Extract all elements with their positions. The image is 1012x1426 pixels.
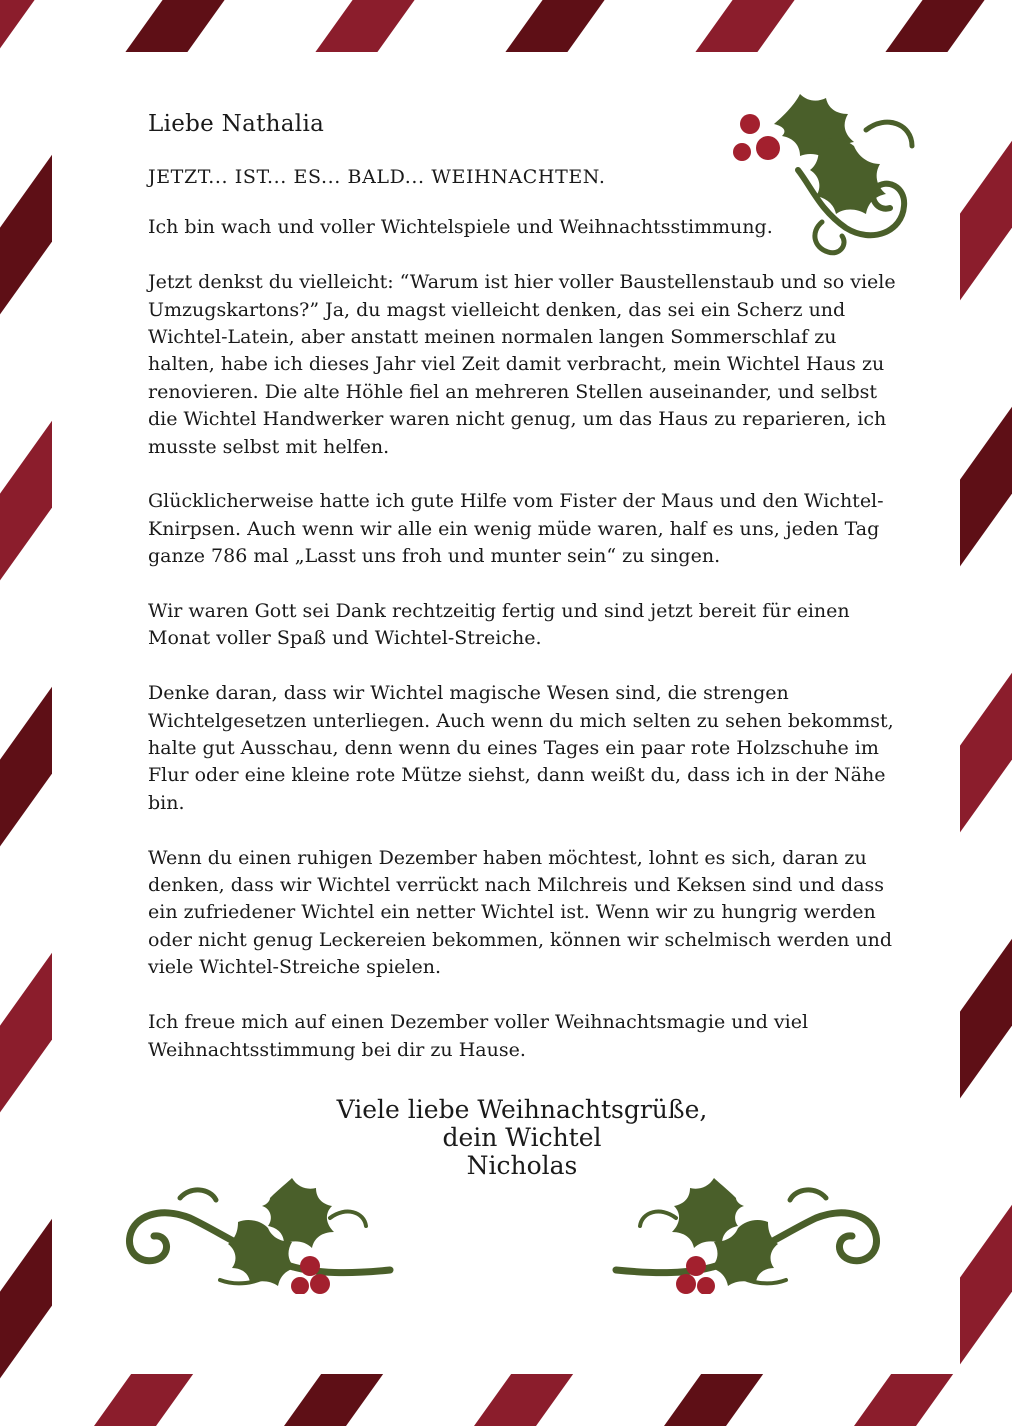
letter-greeting: Liebe Nathalia xyxy=(148,111,325,137)
signature-closing: Viele liebe Weihnachtsgrüße, xyxy=(336,1095,708,1124)
letter-paragraph: Glücklicherweise hatte ich gute Hilfe vom Fister der Maus und den Wichtel-Knirpsen. Auch wenn wir alle ein wenig müde waren, half es uns, jeden Tag ganze 786 mal „Lasst uns froh und munter sein“ zu singen. xyxy=(148,490,884,568)
letter-paragraph: Ich freue mich auf einen Dezember voller Weihnachtsmagie und viel Weihnachtsstimmung bei dir zu Hause. xyxy=(148,1011,809,1061)
letter-body xyxy=(148,110,908,1091)
letter-headline: JETZT... IST... ES... BALD... WEIHNACHTEN. xyxy=(148,166,606,188)
signature-sender-name: Nicholas xyxy=(466,1151,578,1180)
letter-paragraph: Ich bin wach und voller Wichtelspiele und Weihnachtsstimmung. xyxy=(148,216,773,239)
holly-swirl-icon xyxy=(120,1178,400,1294)
signature-sender-title: dein Wichtel xyxy=(442,1123,602,1152)
letter-paragraph: Wir waren Gott sei Dank rechtzeitig fertig und sind jetzt bereit für einen Monat voller Spaß und Wichtel-Streiche. xyxy=(148,600,850,650)
letter-signature xyxy=(222,1096,822,1180)
letter-paragraph: Wenn du einen ruhigen Dezember haben möchtest, lohnt es sich, daran zu denken, dass wir Wichtel verrückt nach Milchreis und Keksen sind und dass ein zufriedener Wichtel ein netter Wichtel ist. Wenn wir zu hungrig werden oder nicht genug Leckereien bekommen, können wir schelmisch werden und viele Wichtel-Streiche spielen. xyxy=(148,846,893,979)
holly-swirl-icon xyxy=(606,1178,886,1294)
letter-paragraph: Jetzt denkst du vielleicht: “Warum ist hier voller Baustellenstaub und so viele Umzugskartons?” Ja, du magst vielleicht denken, das sei ein Scherz und Wichtel-Latein, aber anstatt meinen normalen langen Sommerschlaf zu halten, habe ich dieses Jahr viel Zeit damit verbracht, mein Wichtel Haus zu renovieren. Die alte Höhle fiel an mehreren Stellen auseinander, und selbst die Wichtel Handwerker waren nicht genug, um das Haus zu reparieren, ich musste selbst mit helfen. xyxy=(148,271,896,458)
letter-paragraph: Denke daran, dass wir Wichtel magische Wesen sind, die strengen Wichtelgesetzen unterliegen. Auch wenn du mich selten zu sehen bekommst, halte gut Ausschau, denn wenn du eines Tages ein paar rote Holzschuhe im Flur oder eine kleine rote Mütze siehst, dann weißt du, dass ich in der Nähe bin. xyxy=(148,682,894,814)
